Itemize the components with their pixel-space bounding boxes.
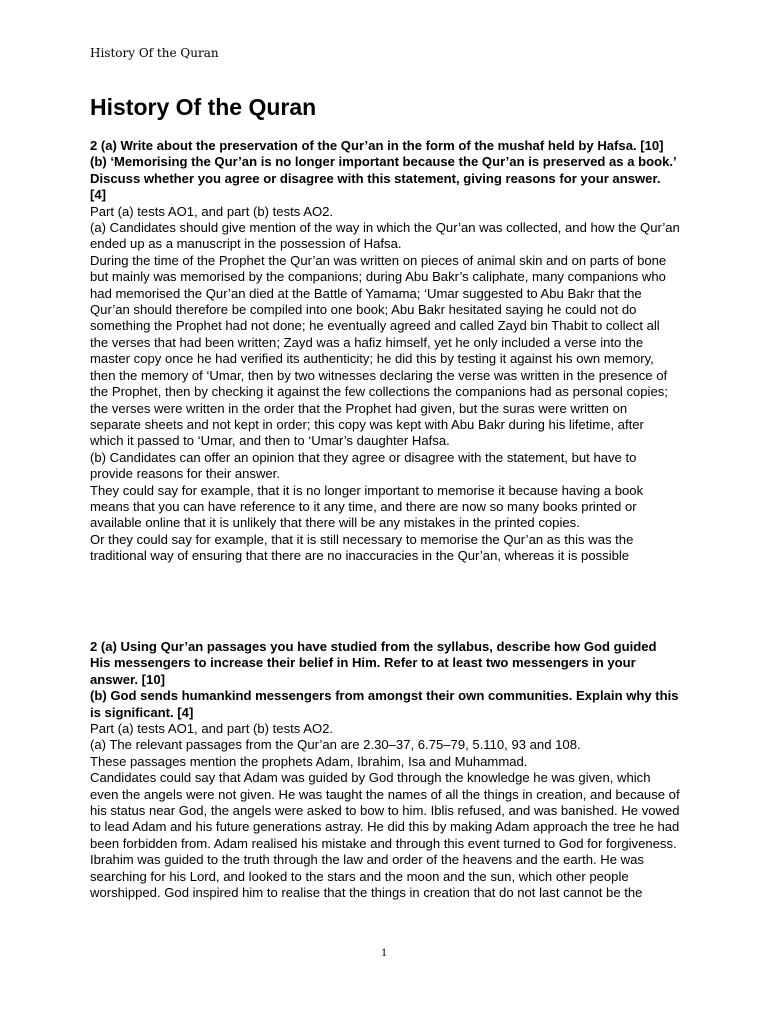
body-paragraph: (b) Candidates can offer an opinion that they agree or disagree with the statement, but have to provide reasons for their answer. xyxy=(90,449,637,482)
body-paragraph: Part (a) tests AO1, and part (b) tests AO2. xyxy=(90,203,334,219)
question-prompt-a: 2 (a) Write about the preservation of the Qur’an in the form of the mushaf held by Hafsa. [10] xyxy=(90,138,664,153)
question-prompt-b: (b) God sends humankind messengers from amongst their own communities. Explain why this is significant. [4] xyxy=(90,688,679,720)
question-block-1 xyxy=(90,138,680,565)
question-prompt-a: 2 (a) Using Qur’an passages you have studied from the syllabus, describe how God guided His messengers to increase their belief in Him. Refer to at least two messengers in your answer. [10] xyxy=(90,639,657,687)
body-paragraph: (a) The relevant passages from the Qur’an are 2.30–37, 6.75–79, 5.110, 93 and 108. xyxy=(90,737,581,753)
body-paragraph: Or they could say for example, that it is still necessary to memorise the Qur’an as this was the traditional way of ensuring that there are no inaccuracies in the Qur’an, whereas it is possible xyxy=(90,531,634,564)
body-paragraph: They could say for example, that it is no longer important to memorise it because having a book means that you can have reference to it any time, and there are now so many books printed or available online that it is unlikely that there will be any mistakes in the printed copies. xyxy=(90,482,644,531)
body-paragraph: During the time of the Prophet the Qur’an was written on pieces of animal skin and on parts of bone but mainly was memorised by the companions; during Abu Bakr’s caliphate, many companions who had memorised the Qur’an died at the Battle of Yamama; ‘Umar suggested to Abu Bakr that the Qur’an should therefore be compiled into one book; Abu Bakr hesitated saying he could not do something the Prophet had not done; he eventually agreed and called Zayd bin Thabit to collect all the verses that had been written; Zayd was a hafiz himself, yet he only included a verse into the master copy once he had verified its authenticity; he did this by testing it against his own memory, then the memory of ‘Umar, then by two witnesses declaring the verse was written in the presence of the Prophet, then by checking it against the few collections the companions had as personal copies; the verses were written in the order that the Prophet had given, but the suras were written on separate sheets and not kept in order; this copy was kept with Abu Bakr during his lifetime, after which it passed to ‘Umar, and then to ‘Umar’s daughter Hafsa. xyxy=(90,252,668,449)
body-paragraph: (a) Candidates should give mention of the way in which the Qur’an was collected, and how the Qur’an ended up as a manuscript in the possession of Hafsa. xyxy=(90,220,680,252)
body-paragraph: Part (a) tests AO1, and part (b) tests AO2. xyxy=(90,721,334,737)
body-paragraph: These passages mention the prophets Adam, Ibrahim, Isa and Muhammad. xyxy=(90,753,528,769)
question-prompt-b: (b) ‘Memorising the Qur’an is no longer important because the Qur’an is preserved as a book.’ Discuss whether you agree or disagree with this statement, giving reasons for your answer. [4] xyxy=(90,154,676,203)
document-title: History Of the Quran xyxy=(90,94,317,120)
question-block-2 xyxy=(90,639,680,902)
running-header: History Of the Quran xyxy=(90,46,219,60)
body-paragraph: Ibrahim was guided to the truth through the law and order of the heavens and the earth. He was searching for his Lord, and looked to the stars and the moon and the sun, which other people worshipped. God inspired him to realise that the things in creation that do not last cannot be the xyxy=(90,852,644,901)
page-number: 1 xyxy=(381,945,387,959)
body-paragraph: Candidates could say that Adam was guided by God through the knowledge he was given, which even the angels were not given. He was taught the names of all the things in creation, and because of his status near God, the angels were asked to bow to him. Iblis refused, and was banished. He vowed to lead Adam and his future generations astray. He did this by making Adam approach the tree he had been forbidden from. Adam realised his mistake and through this event turned to God for forgiveness. xyxy=(90,770,680,851)
